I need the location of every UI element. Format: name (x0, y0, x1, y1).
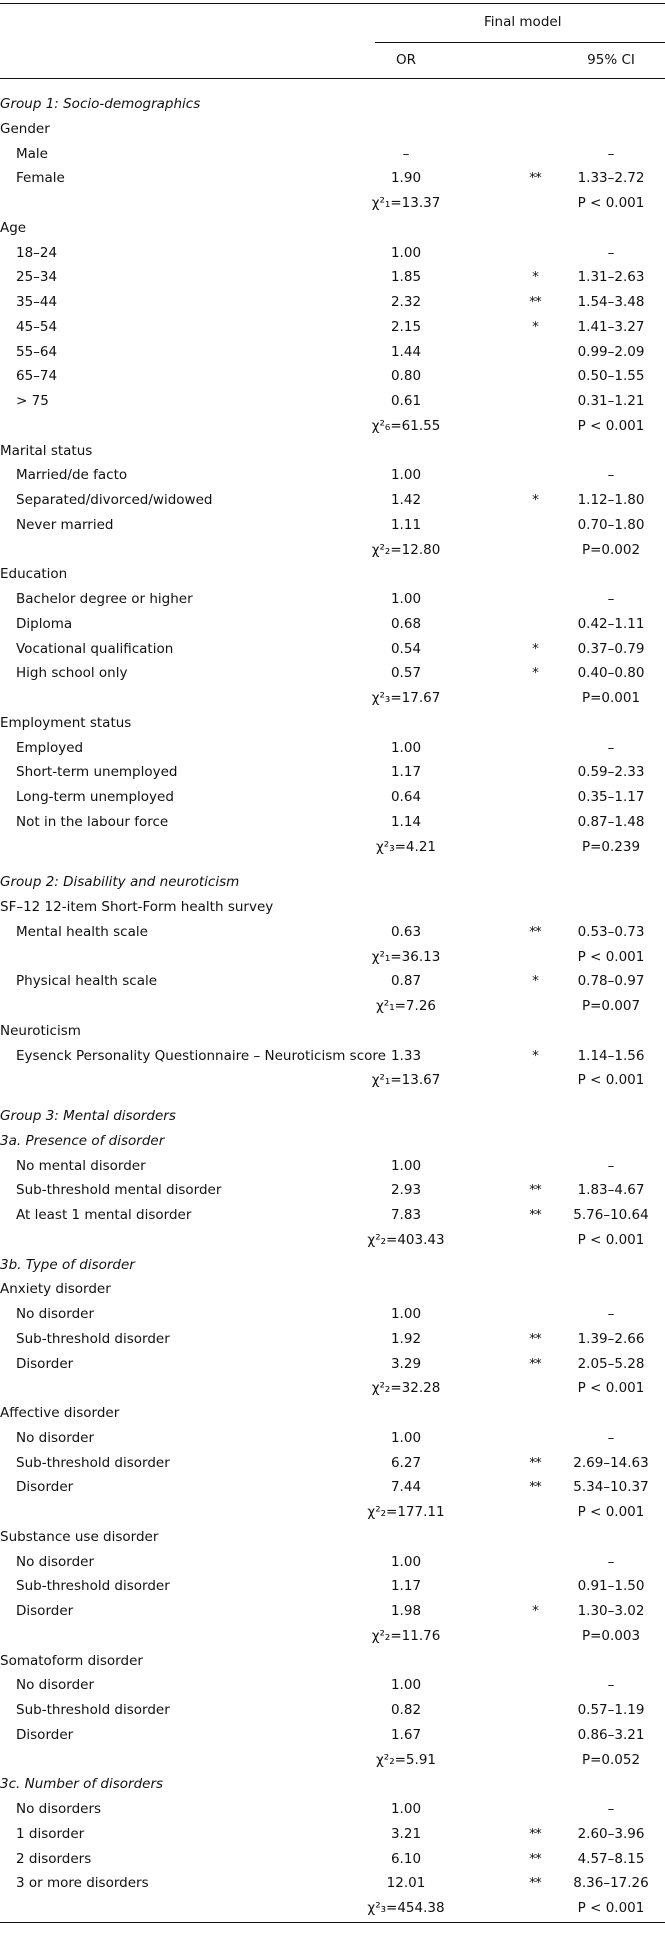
p-value: P < 0.001 (577, 1072, 645, 1089)
confidence-interval: – (607, 145, 615, 162)
category-label: Bachelor degree or higher (16, 591, 193, 607)
category-label: 35–44 (16, 294, 58, 310)
confidence-interval: 2.69–14.63 (573, 1454, 649, 1471)
confidence-interval: 0.35–1.17 (577, 789, 645, 805)
category-label: Disorder (16, 1603, 74, 1619)
confidence-interval: 1.39–2.66 (577, 1330, 645, 1347)
confidence-interval: – (607, 1157, 615, 1174)
significance-marker: ** (529, 1207, 541, 1223)
confidence-interval: 0.50–1.55 (577, 368, 645, 385)
significance-marker: * (532, 640, 538, 657)
confidence-interval: 5.34–10.37 (573, 1479, 649, 1496)
confidence-interval: 0.42–1.11 (577, 615, 645, 632)
chi-square-stat: χ²₁=36.13 (371, 948, 441, 965)
odds-ratio-value: – (402, 145, 410, 162)
category-label: 65–74 (16, 368, 58, 385)
odds-ratio-value: 6.27 (390, 1454, 422, 1471)
chi-square-stat: χ²₂=177.11 (367, 1504, 445, 1520)
table-bottom-rule (0, 1922, 665, 1923)
confidence-interval: 1.31–2.63 (577, 269, 645, 286)
confidence-interval: 0.87–1.48 (577, 813, 645, 830)
p-value: P < 0.001 (577, 1504, 645, 1520)
odds-ratio-value: 1.90 (390, 170, 422, 187)
confidence-interval: – (607, 591, 615, 607)
header-bottom-rule (0, 78, 665, 79)
subsection-heading: 3c. Number of disorders (0, 1776, 164, 1793)
variable-label: Age (0, 219, 27, 236)
confidence-interval: 4.57–8.15 (577, 1850, 645, 1867)
subsection-heading: 3b. Type of disorder (0, 1256, 135, 1273)
chi-square-stat: χ²₃=4.21 (376, 838, 436, 855)
p-value: P < 0.001 (577, 1900, 645, 1916)
odds-ratio-value: 1.44 (390, 343, 422, 360)
confidence-interval: 0.86–3.21 (577, 1726, 645, 1743)
odds-ratio-value: 2.93 (390, 1182, 422, 1199)
odds-ratio-value: 1.00 (390, 1677, 422, 1694)
confidence-interval: 1.33–2.72 (577, 170, 645, 187)
significance-marker: ** (529, 1182, 541, 1199)
p-value: P=0.001 (581, 690, 641, 706)
variable-label: Marital status (0, 442, 93, 459)
chi-square-stat: χ²₃=17.67 (371, 690, 441, 706)
p-value: P=0.239 (581, 838, 641, 855)
variable-label: Somatoform disorder (0, 1652, 143, 1669)
variable-label: Neuroticism (0, 1022, 81, 1039)
confidence-interval: 1.41–3.27 (577, 318, 645, 335)
section-heading: Group 1: Socio-demographics (0, 96, 201, 112)
confidence-interval: – (607, 467, 615, 484)
confidence-interval: 5.76–10.64 (573, 1207, 649, 1223)
confidence-interval: 0.53–0.73 (577, 923, 645, 940)
p-value: P=0.052 (581, 1751, 641, 1768)
confidence-interval: 2.60–3.96 (577, 1825, 645, 1842)
confidence-interval: – (607, 739, 615, 756)
chi-square-stat: χ²₃=454.38 (367, 1900, 445, 1916)
odds-ratio-value: 0.54 (390, 640, 422, 657)
category-label: Employed (16, 739, 84, 756)
chi-square-stat: χ²₁=13.67 (371, 1072, 441, 1089)
section-heading: Group 3: Mental disorders (0, 1108, 176, 1124)
category-label: Not in the labour force (16, 813, 169, 830)
odds-ratio-value: 2.32 (390, 294, 422, 310)
odds-ratio-value: 1.14 (390, 813, 422, 830)
category-label: Female (16, 170, 65, 187)
odds-ratio-value: 1.00 (390, 1157, 422, 1174)
p-value: P < 0.001 (577, 1380, 645, 1397)
category-label: 55–64 (16, 343, 58, 360)
odds-ratio-value: 1.00 (390, 244, 422, 261)
p-value: P < 0.001 (577, 195, 645, 211)
odds-ratio-value: 7.83 (390, 1207, 422, 1223)
significance-marker: * (532, 1047, 538, 1064)
category-label: Sub-threshold disorder (16, 1454, 170, 1471)
confidence-interval: 0.70–1.80 (577, 516, 645, 533)
category-label: 18–24 (16, 244, 58, 261)
odds-ratio-value: 1.17 (390, 1578, 422, 1595)
category-label: No disorder (16, 1429, 95, 1446)
odds-ratio-value: 0.68 (390, 615, 422, 632)
variable-label: Employment status (0, 714, 132, 731)
category-label: > 75 (16, 393, 49, 409)
section-heading: Group 2: Disability and neuroticism (0, 874, 240, 891)
category-label: No mental disorder (16, 1157, 146, 1174)
category-label: No disorder (16, 1553, 95, 1570)
significance-marker: * (532, 492, 538, 508)
odds-ratio-value: 1.33 (390, 1047, 422, 1064)
odds-ratio-value: 7.44 (390, 1479, 422, 1496)
final-model-header: Final model (484, 14, 562, 30)
confidence-interval: 1.30–3.02 (577, 1603, 645, 1619)
confidence-interval: 0.59–2.33 (577, 764, 645, 781)
odds-ratio-value: 0.57 (390, 665, 422, 682)
odds-ratio-value: 1.92 (390, 1330, 422, 1347)
category-label: Sub-threshold mental disorder (16, 1182, 222, 1199)
confidence-interval: 1.12–1.80 (577, 492, 645, 508)
confidence-interval: – (607, 244, 615, 261)
confidence-interval: 0.57–1.19 (577, 1702, 645, 1718)
significance-marker: ** (529, 1355, 541, 1372)
significance-marker: * (532, 1603, 538, 1619)
variable-label: Education (0, 566, 68, 583)
category-label: 25–34 (16, 269, 58, 286)
or-column-header: OR (395, 52, 416, 68)
category-label: Sub-threshold disorder (16, 1702, 170, 1718)
odds-ratio-value: 1.00 (390, 1429, 422, 1446)
subsection-heading: 3a. Presence of disorder (0, 1132, 165, 1149)
odds-ratio-value: 1.00 (390, 1553, 422, 1570)
significance-marker: ** (529, 1850, 541, 1867)
chi-square-stat: χ²₁=13.37 (371, 195, 441, 211)
category-label: Sub-threshold disorder (16, 1578, 170, 1595)
variable-label: Gender (0, 120, 50, 137)
significance-marker: ** (529, 1454, 541, 1471)
confidence-interval: 0.99–2.09 (577, 343, 645, 360)
category-label: Long-term unemployed (16, 789, 174, 805)
odds-ratio-value: 1.00 (390, 467, 422, 484)
category-label: Never married (16, 516, 114, 533)
confidence-interval: – (607, 1677, 615, 1694)
confidence-interval: 0.40–0.80 (577, 665, 645, 682)
category-label: Vocational qualification (16, 640, 174, 657)
significance-marker: ** (529, 294, 541, 310)
category-label: No disorders (16, 1801, 102, 1817)
category-label: Diploma (16, 615, 73, 632)
odds-ratio-value: 1.98 (390, 1603, 422, 1619)
odds-ratio-value: 1.42 (390, 492, 422, 508)
odds-ratio-value: 0.61 (390, 393, 422, 409)
odds-ratio-value: 12.01 (386, 1875, 426, 1892)
confidence-interval: 8.36–17.26 (573, 1875, 649, 1892)
odds-ratio-value: 1.00 (390, 1306, 422, 1322)
p-value: P=0.007 (581, 998, 641, 1014)
category-label: No disorder (16, 1677, 95, 1694)
p-value: P < 0.001 (577, 417, 645, 434)
significance-marker: ** (529, 1479, 541, 1496)
odds-ratio-value: 1.11 (390, 516, 422, 533)
confidence-interval: – (607, 1306, 615, 1322)
odds-ratio-value: 1.00 (390, 1801, 422, 1817)
category-label: Disorder (16, 1355, 74, 1372)
chi-square-stat: χ²₂=32.28 (371, 1380, 441, 1397)
odds-ratio-value: 3.21 (390, 1825, 422, 1842)
odds-ratio-value: 1.00 (390, 739, 422, 756)
odds-ratio-value: 0.82 (390, 1702, 422, 1718)
significance-marker: ** (529, 1330, 541, 1347)
category-label: Married/de facto (16, 467, 128, 484)
p-value: P=0.003 (581, 1627, 641, 1644)
category-label: Male (16, 145, 48, 162)
category-label: Physical health scale (16, 973, 158, 990)
chi-square-stat: χ²₂=403.43 (367, 1231, 445, 1248)
category-label: 1 disorder (16, 1825, 85, 1842)
chi-square-stat: χ²₁=7.26 (376, 998, 436, 1014)
significance-marker: * (532, 269, 538, 286)
category-label: Eysenck Personality Questionnaire – Neuroticism score (16, 1047, 386, 1064)
odds-ratio-value: 1.85 (390, 269, 422, 286)
category-label: Short-term unemployed (16, 764, 178, 781)
category-label: Separated/divorced/widowed (16, 492, 213, 508)
category-label: Sub-threshold disorder (16, 1330, 170, 1347)
significance-marker: * (532, 665, 538, 682)
confidence-interval: 0.78–0.97 (577, 973, 645, 990)
category-label: Disorder (16, 1726, 74, 1743)
significance-marker: ** (529, 1825, 541, 1842)
category-label: At least 1 mental disorder (16, 1207, 192, 1223)
odds-ratio-value: 6.10 (390, 1850, 422, 1867)
chi-square-stat: χ²₂=5.91 (376, 1751, 436, 1768)
confidence-interval: – (607, 1553, 615, 1570)
odds-ratio-value: 2.15 (390, 318, 422, 335)
p-value: P < 0.001 (577, 948, 645, 965)
category-label: 3 or more disorders (16, 1875, 149, 1892)
significance-marker: ** (529, 1875, 541, 1892)
chi-square-stat: χ²₂=11.76 (371, 1627, 441, 1644)
odds-ratio-value: 0.87 (390, 973, 422, 990)
odds-ratio-value: 0.64 (390, 789, 422, 805)
odds-ratio-value: 1.00 (390, 591, 422, 607)
odds-ratio-value: 1.67 (390, 1726, 422, 1743)
confidence-interval: 1.54–3.48 (577, 294, 645, 310)
significance-marker: ** (529, 170, 541, 187)
variable-label: Affective disorder (0, 1405, 120, 1421)
odds-ratio-value: 0.80 (390, 368, 422, 385)
chi-square-stat: χ²₆=61.55 (371, 417, 441, 434)
significance-marker: * (532, 973, 538, 990)
chi-square-stat: χ²₂=12.80 (371, 541, 441, 558)
category-label: High school only (16, 665, 128, 682)
p-value: P < 0.001 (577, 1231, 645, 1248)
category-label: No disorder (16, 1306, 95, 1322)
confidence-interval: – (607, 1429, 615, 1446)
p-value: P=0.002 (581, 541, 641, 558)
variable-label: SF–12 12-item Short-Form health survey (0, 899, 274, 915)
confidence-interval: 0.31–1.21 (577, 393, 645, 409)
significance-marker: * (532, 318, 538, 335)
confidence-interval: 2.05–5.28 (577, 1355, 645, 1372)
confidence-interval: – (607, 1801, 615, 1817)
variable-label: Substance use disorder (0, 1528, 159, 1545)
category-label: Disorder (16, 1479, 74, 1496)
confidence-interval: 1.14–1.56 (577, 1047, 645, 1064)
odds-ratio-value: 1.17 (390, 764, 422, 781)
odds-ratio-value: 0.63 (390, 923, 422, 940)
confidence-interval: 0.37–0.79 (577, 640, 645, 657)
odds-ratio-value: 3.29 (390, 1355, 422, 1372)
confidence-interval: 1.83–4.67 (577, 1182, 645, 1199)
table-top-rule (0, 3, 665, 4)
significance-marker: ** (529, 923, 541, 940)
category-label: 2 disorders (16, 1850, 92, 1867)
confidence-interval: 0.91–1.50 (577, 1578, 645, 1595)
variable-label: Anxiety disorder (0, 1281, 111, 1298)
header-span-rule (375, 42, 665, 43)
category-label: 45–54 (16, 318, 58, 335)
ci-column-header: 95% CI (587, 52, 635, 68)
category-label: Mental health scale (16, 923, 148, 940)
